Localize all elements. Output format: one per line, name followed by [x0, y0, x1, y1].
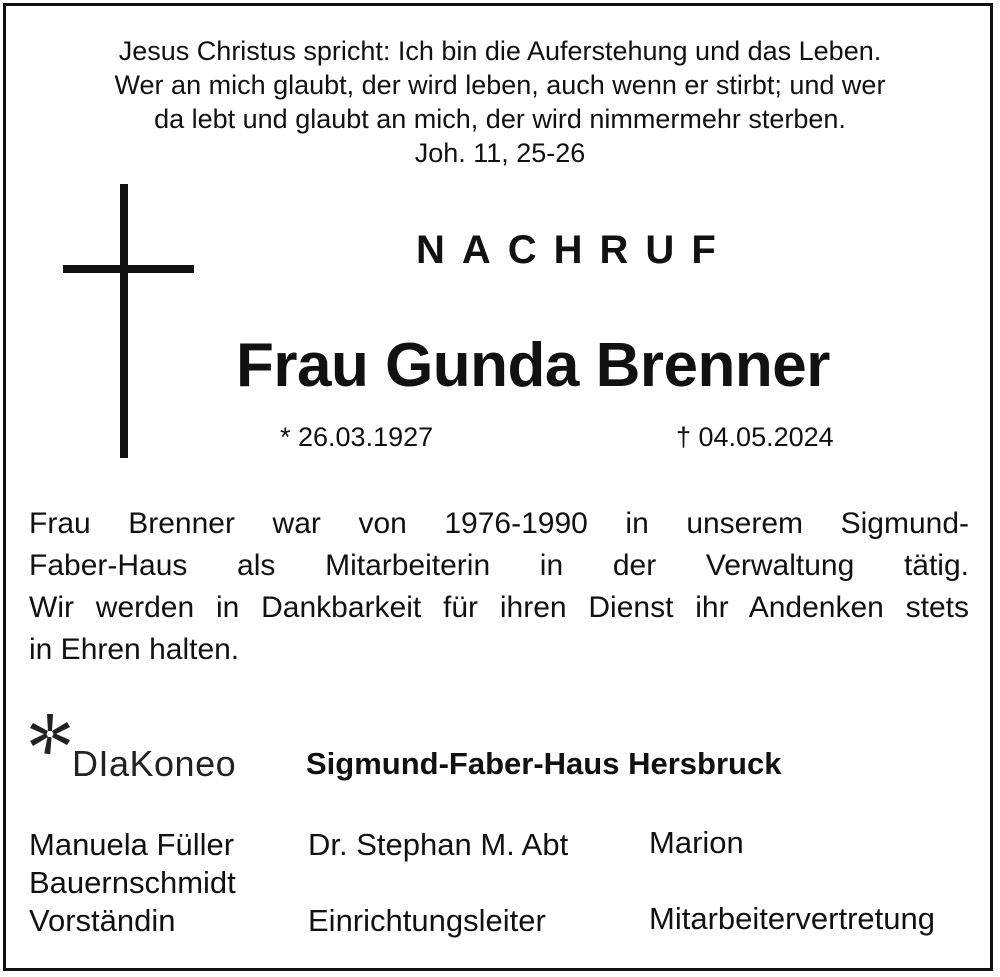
headline: NACHRUF — [416, 228, 733, 272]
signatory-1-name-line2: Bauernschmidt — [29, 865, 236, 900]
death-date: † 04.05.2024 — [676, 422, 834, 452]
tribute-text — [29, 503, 969, 671]
cross-vertical-bar — [120, 184, 128, 458]
signatory-1-name: Manuela Füller — [29, 827, 235, 862]
signatory-1-role: Vorständin — [29, 903, 176, 938]
signatory-3-name: Marion — [649, 825, 744, 860]
verse-line: Wer an mich glaubt, der wird leben, auch wenn er stirbt; und wer — [114, 70, 886, 100]
tribute-line: Wir werden in Dankbarkeit für ihren Dienst ihr Andenken stets — [29, 591, 969, 624]
birth-date: * 26.03.1927 — [280, 422, 434, 452]
signatory-2-name: Dr. Stephan M. Abt — [308, 827, 569, 862]
verse-line: da lebt und glaubt an mich, der wird nimmermehr sterben. — [154, 104, 846, 134]
tribute-line: in Ehren halten. — [29, 633, 240, 666]
deceased-name: Frau Gunda Brenner — [236, 331, 830, 400]
organization-name: Sigmund-Faber-Haus Hersbruck — [306, 746, 782, 781]
bible-verse — [0, 34, 1000, 170]
signatory-3-role: Mitarbeitervertretung — [649, 901, 936, 936]
tribute-line: Frau Brenner war von 1976-1990 in unserem Sigmund- — [29, 507, 969, 540]
cross-horizontal-bar — [63, 265, 194, 273]
signatory-2-role: Einrichtungsleiter — [308, 903, 546, 938]
asterisk-logo-icon — [28, 712, 72, 756]
verse-line: Jesus Christus spricht: Ich bin die Auferstehung und das Leben. — [118, 36, 882, 66]
diakoneo-logo-text: DIaKoneo — [72, 743, 237, 784]
tribute-line: Faber-Haus als Mitarbeiterin in der Verwaltung tätig. — [29, 549, 969, 582]
verse-reference: Joh. 11, 25-26 — [414, 138, 586, 168]
